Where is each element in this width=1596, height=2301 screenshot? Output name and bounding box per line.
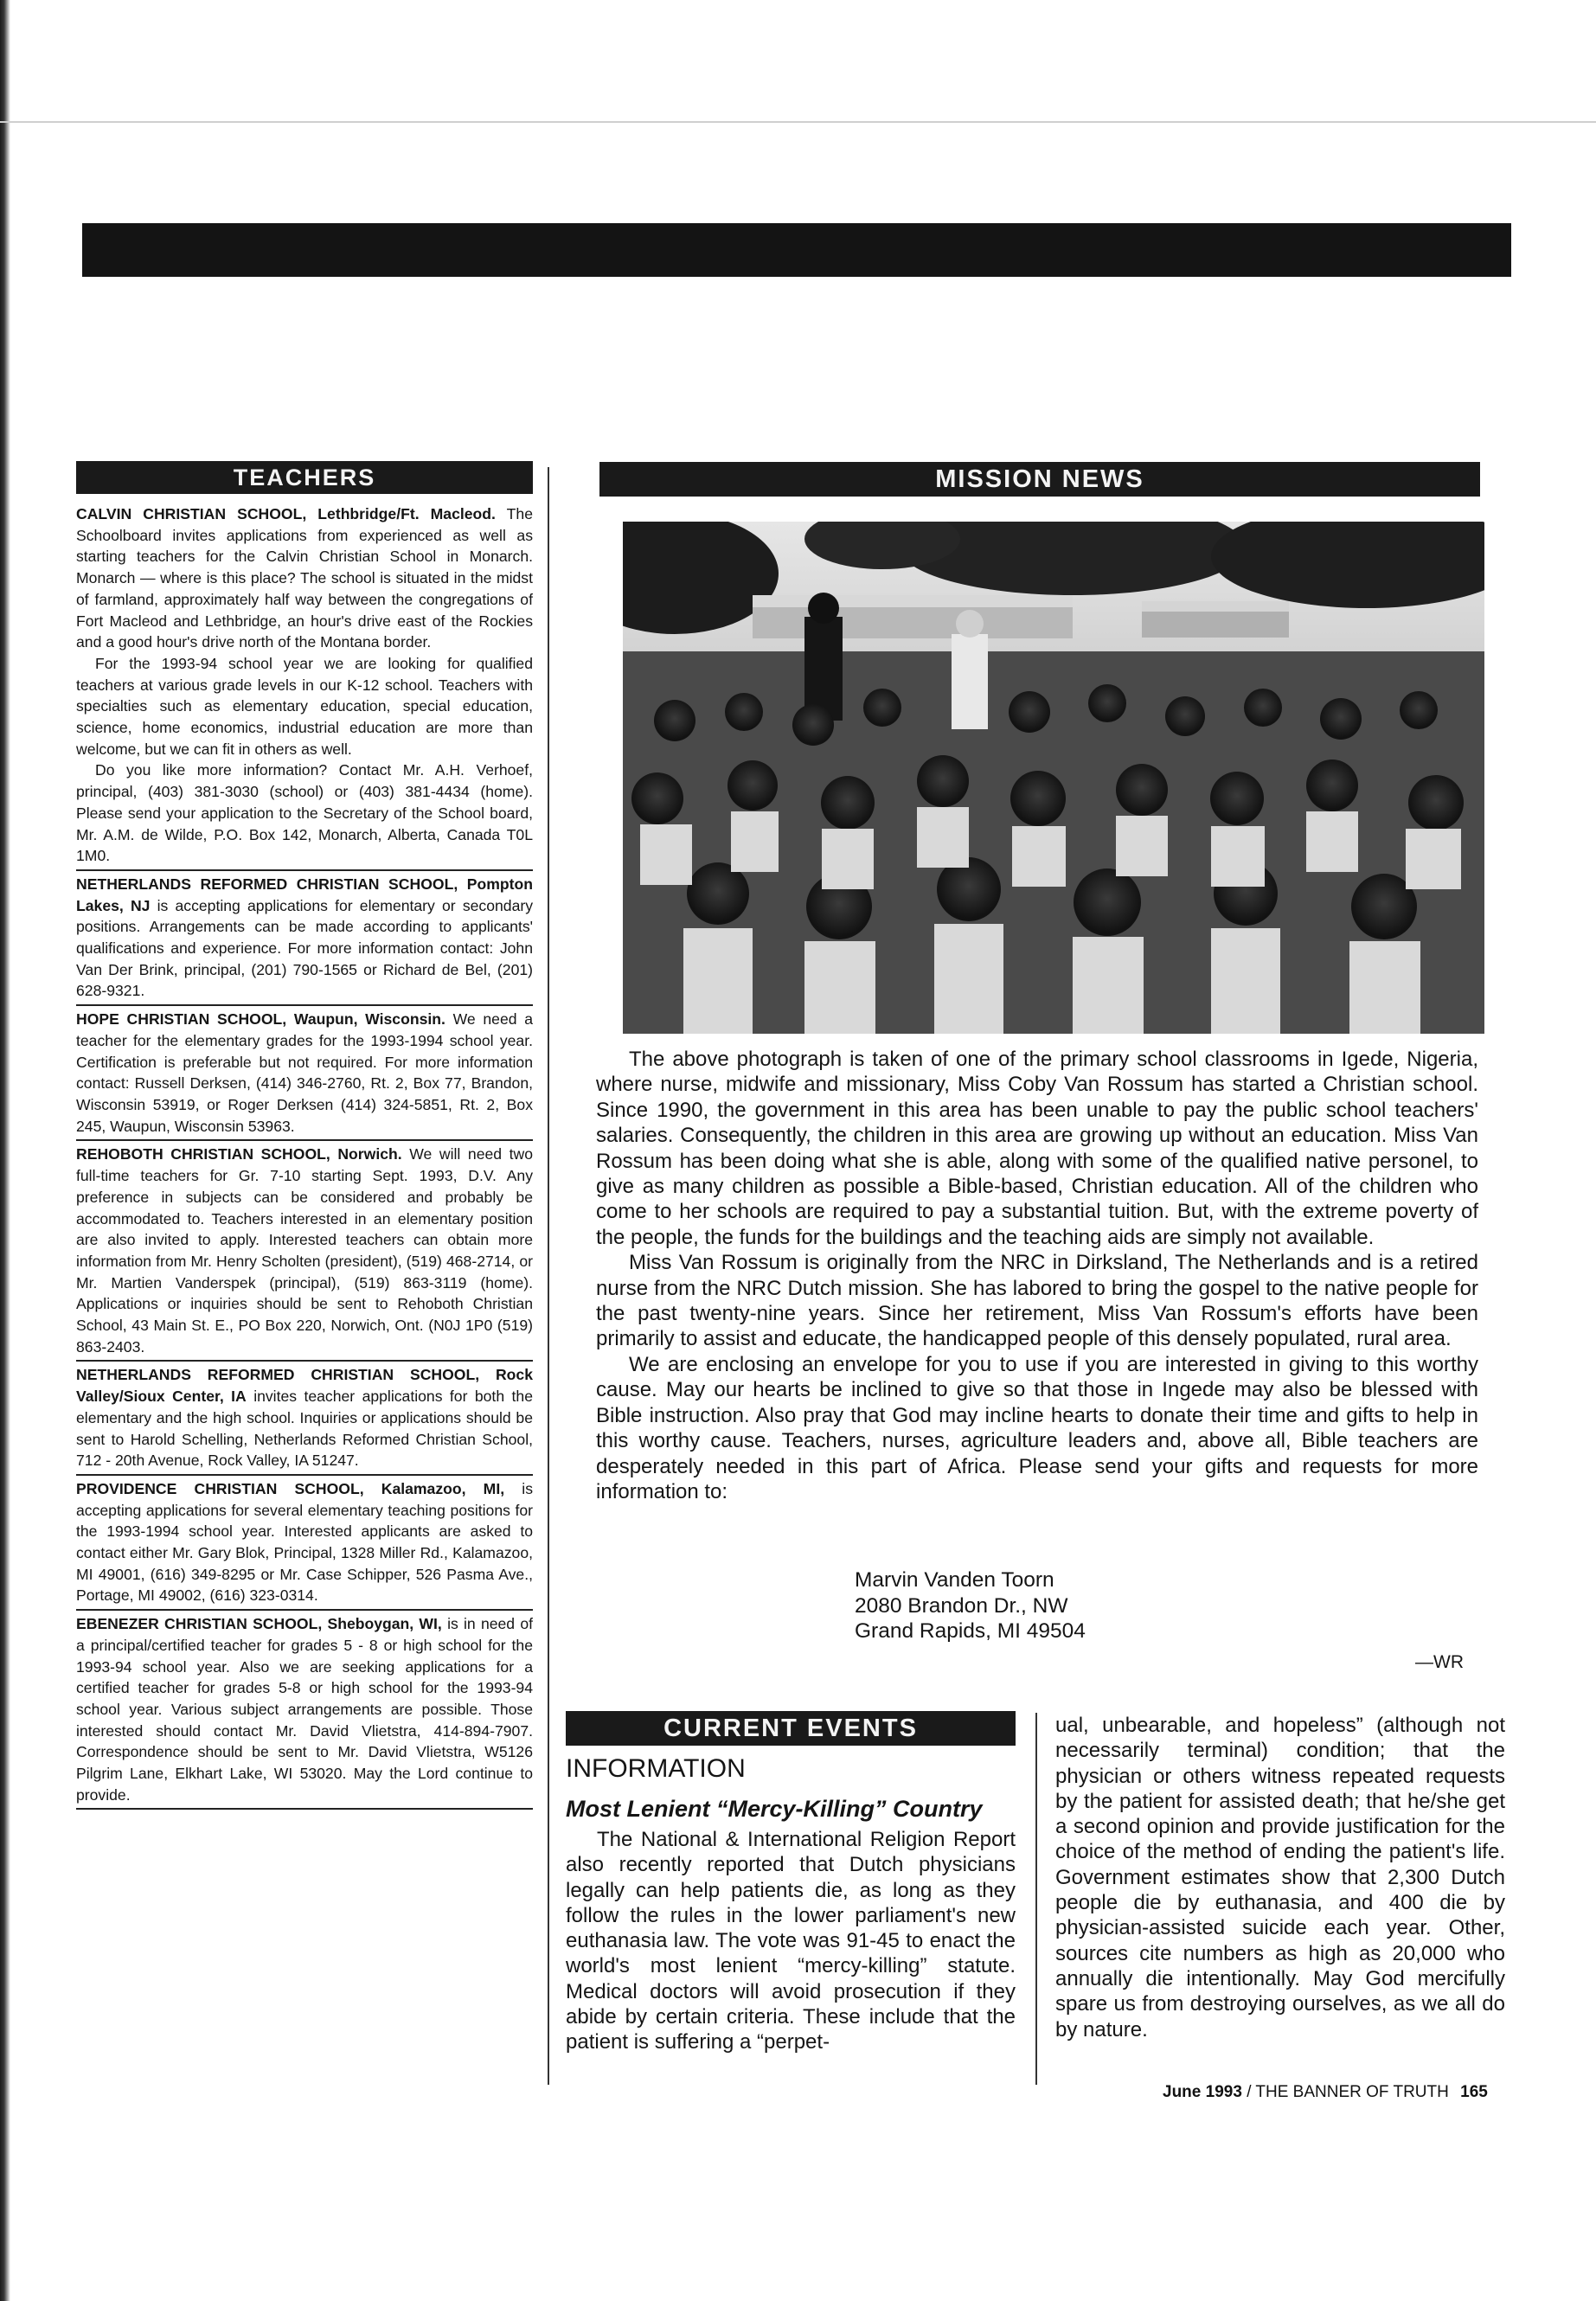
- address-line: 2080 Brandon Dr., NW: [855, 1593, 1068, 1618]
- ad-calvin-christian: [76, 503, 533, 871]
- current-events-header: [566, 1711, 1016, 1746]
- teachers-header: [76, 461, 533, 494]
- current-events-column-1: [566, 1827, 1016, 2055]
- ad-heading: NETHERLANDS REFORMED CHRISTIAN SCHOOL, Rock Valley/Sioux Center, IA: [76, 1366, 533, 1406]
- column-divider-left: [548, 467, 549, 2085]
- mission-paragraph: Miss Van Rossum is originally from the NRC in Dirksland, The Netherlands and is a retired nurse from the NRC Dutch mission. She has labored to bring the gospel to the native people for the past twenty-nine years. Since her retirement, Miss Van Rossum's efforts have been primarily to assist and educate, the handicapped people of this densely populated, rural area.: [596, 1251, 1478, 1351]
- author-signature: —WR: [1415, 1652, 1464, 1672]
- mailing-address: [855, 1567, 1086, 1644]
- ad-text: is accepting applications for elementary or secondary positions. Arrangements can be made according to applicants' qualifications and experience. For more information contact: John Van Der Brink, principal, (201) 790-1565 or Richard de Bel, (201) 628-9321.: [76, 896, 534, 1000]
- article-paragraph: ual, unbearable, and hopeless” (although not necessarily terminal) condition; that the physician or others witness repeated requests by the patient for assisted death; that he/she get a second opinion and provide justification for the choice of the method of ending the patient's life. Government estimates show that 2,300 Dutch people die by euthanasia, and 400 die by physician-assisted suicide each year. Other, sources cite numbers as high as 20,000 who annually die intentionally. May God mercifully spare us from destroying ourselves, as we all do by nature.: [1055, 1714, 1505, 2041]
- ad-heading: EBENEZER CHRISTIAN SCHOOL, Sheboygan, WI,: [76, 1615, 442, 1633]
- ad-heading: REHOBOTH CHRISTIAN SCHOOL, Norwich.: [76, 1145, 402, 1163]
- header-black-band: [82, 223, 1511, 277]
- ad-ebenezer-christian: [76, 1613, 533, 1810]
- current-events-column-2: [1055, 1713, 1505, 2042]
- page-number: 165: [1460, 2083, 1488, 2101]
- school-children-photo: [623, 522, 1484, 1034]
- ad-heading: CALVIN CHRISTIAN SCHOOL, Lethbridge/Ft. Macleod.: [76, 505, 496, 522]
- ad-heading: NETHERLANDS REFORMED CHRISTIAN SCHOOL, Pompton Lakes, NJ: [76, 875, 533, 914]
- current-events-subheading: INFORMATION: [566, 1754, 746, 1783]
- ad-text: We need a teacher for the elementary grades for the 1993-1994 school year. Certification is preferable but not required. For more information contact: Russell Derksen, (414) 346-2760, Rt. 2, Box 77, Brandon, Wisconsin 53919, or Roger Derksen (414) 324-5851, Rt. 2, Box 245, Waupun, Wisconsin 53963.: [76, 1010, 533, 1135]
- ad-rock-valley: [76, 1364, 533, 1476]
- mission-paragraph: We are enclosing an envelope for you to use if you are interested in giving to this worthy cause. May our hearts be inclined to give so that those in Ingede may also be blessed with Bible instruction. Also pray that God may incline hearts to donate their time and gifts to help in this worthy cause. Teachers, nurses, agriculture leaders and, above all, Bible teachers are desperately needed in this part of Africa. Please send your gifts and requests for more information to:: [596, 1352, 1478, 1503]
- ad-pompton-lakes: [76, 874, 533, 1006]
- ad-heading: PROVIDENCE CHRISTIAN SCHOOL, Kalamazoo, MI,: [76, 1479, 505, 1497]
- ad-text: The Schoolboard invites applications from experienced as well as starting teachers for the Calvin Christian School in Monarch. Monarch — where is this place? The school is situated in the midst of farmland, approximately half way between the congregations of Fort Macleod and Lethbridge, an hour's drive east of the Rockies and a good hour's drive north of the Montana border.: [76, 505, 533, 651]
- teachers-header-label: TEACHERS: [233, 465, 376, 490]
- ad-text: is accepting applications for several elementary teaching positions for the 1993-1994 school year. Interested applicants are asked to contact either Mr. Gary Blok, Principal, 1328 Miller Rd., Kalamazoo, MI 49001, (616) 349-8295 or Mr. Case Schipper, 526 Pasma Ave., Portage, MI 49002, (616) 323-0314.: [76, 1479, 534, 1605]
- teachers-column: [76, 503, 533, 1812]
- scan-edge: [0, 0, 10, 2301]
- address-line: Grand Rapids, MI 49504: [855, 1619, 1086, 1643]
- ad-providence-christian: [76, 1478, 533, 1611]
- ad-text: We will need two full-time teachers for Gr. 7-10 starting Sept. 1993, D.V. Any preference in subjects can be considered and probably be accommodated to. Teachers interested in an elementary position are also invited to apply. Interested teachers can obtain more information from Mr. Henry Scholten (president), (519) 468-2714, or Mr. Martien Vanderspek (principal), (519) 863-3119 (home). Applications or inquiries should be sent to Rehoboth Christian School, 43 Main St. E., PO Box 220, Norwich, Ont. (N0J 1P0 (519) 863-2403.: [76, 1145, 534, 1356]
- mission-news-header: [599, 462, 1480, 497]
- page-top-rule: [0, 121, 1596, 123]
- article-title: Most Lenient “Mercy-Killing” Country: [566, 1796, 983, 1822]
- address-line: Marvin Vanden Toorn: [855, 1568, 1054, 1592]
- ad-text: invites teacher applications for both the elementary and the high school. Inquiries or applications should be sent to Harold Schelling, Netherlands Reformed Christian School, 712 - 20th Avenue, Rock Valley, IA 51247.: [76, 1388, 533, 1470]
- ad-hope-christian: [76, 1009, 533, 1141]
- photo-illustration: [623, 522, 1484, 1034]
- ad-text: is in need of a principal/certified teacher for grades 5 - 8 or high school for the 1993-94 school year. Also we are seeking applications for a certified teacher for grades 5-8 or high school for the 1993-94 school year. Various subject arrangements are possible. Those interested should contact Mr. David Vlietstra, 414-894-7907. Correspondence should be sent to Mr. David Vlietstra, W5126 Pilgrim Lane, Elkhart Lake, WI 53020. May the Lord continue to provide.: [76, 1615, 533, 1804]
- ad-text: For the 1993-94 school year we are looking for qualified teachers at various grade levels in our K-12 school. Teachers with specialties such as elementary education, special education, science, home economics, industrial education are more than welcome, but we can fit in others as well.: [76, 654, 533, 758]
- page-footer: [1163, 2083, 1488, 2102]
- ad-rehoboth-christian: [76, 1144, 533, 1362]
- mission-news-header-label: MISSION NEWS: [935, 465, 1144, 493]
- footer-date: June 1993: [1163, 2083, 1242, 2101]
- current-events-header-label: CURRENT EVENTS: [663, 1715, 918, 1742]
- article-paragraph: The National & International Religion Report also recently reported that Dutch physicians legally can help patients die, as long as they follow the rules in the lower parliament's new euthanasia law. The vote was 91-45 to enact the world's most lenient “mercy-killing” statute. Medical doctors will avoid prosecution if they abide by certain criteria. These include that the patient is suffering a “perpet-: [566, 1828, 1016, 2054]
- column-divider-right: [1035, 1713, 1037, 2085]
- ad-text: Do you like more information? Contact Mr. A.H. Verhoef, principal, (403) 381-3030 (school) or (403) 381-4434 (home). Please send your application to the Secretary of the School board, Mr. A.M. de Wilde, P.O. Box 142, Monarch, Alberta, Canada T0L 1M0.: [76, 761, 533, 865]
- mission-article: [596, 1047, 1478, 1504]
- footer-publication: / THE BANNER OF TRUTH: [1247, 2083, 1449, 2101]
- ad-heading: HOPE CHRISTIAN SCHOOL, Waupun, Wisconsin.: [76, 1010, 445, 1029]
- mission-paragraph: The above photograph is taken of one of the primary school classrooms in Igede, Nigeria, where nurse, midwife and missionary, Miss Coby Van Rossum has started a Christian school. Since 1990, the government in this area has been unable to pay the public school teachers' salaries. Consequently, the children in this area are growing up without an education. Miss Van Rossum has been doing what she is able, along with some of the qualified native personel, to give as many children as possible a Bible-based, Christian education. All of the children who come to her schools are required to pay a substantial tuition. But, with the extreme poverty of the people, the funds for the buildings and the teaching aids are simply not available.: [596, 1048, 1478, 1249]
